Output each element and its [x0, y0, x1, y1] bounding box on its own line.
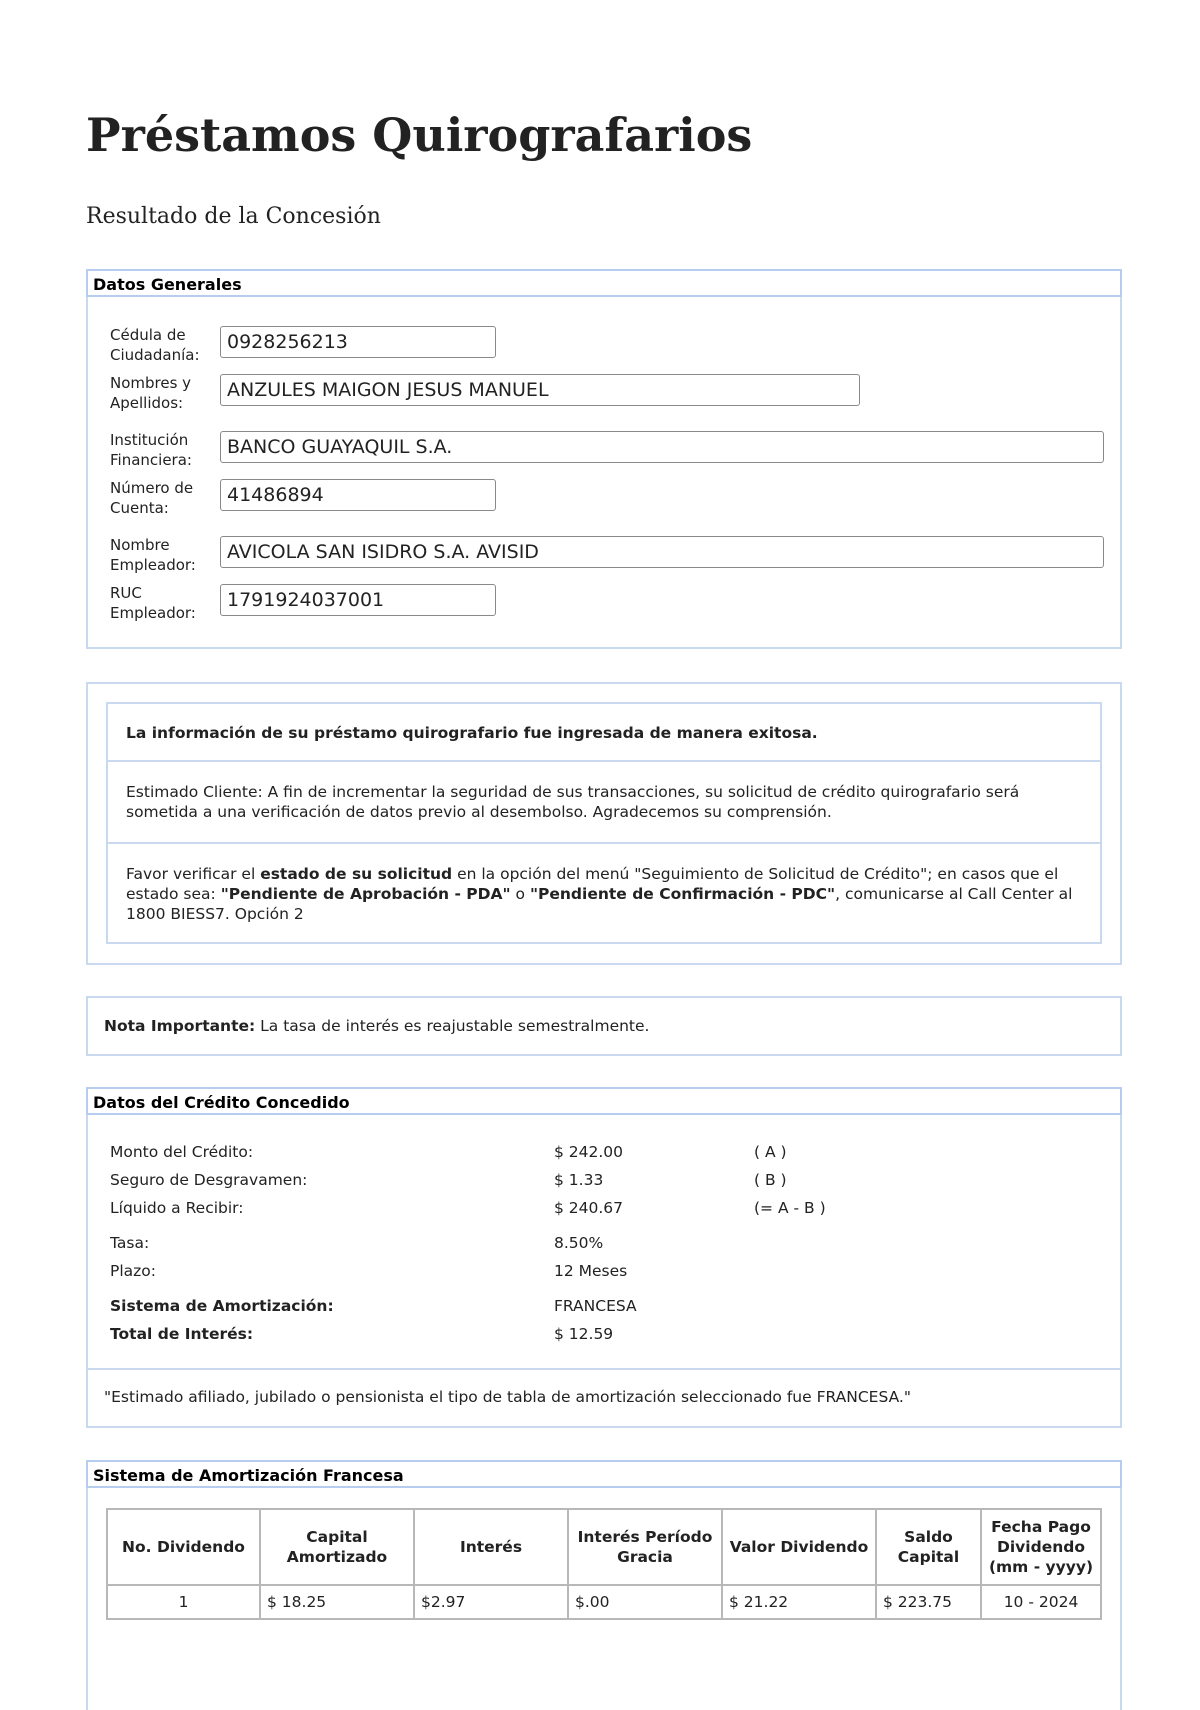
nota-panel	[86, 996, 1122, 1056]
table-cell: 1	[107, 1585, 260, 1619]
tasa-label: Tasa:	[110, 1234, 150, 1252]
table-cell: $.00	[568, 1585, 722, 1619]
cuenta-field[interactable]: 41486894	[220, 479, 496, 511]
ruc-field[interactable]: 1791924037001	[220, 584, 496, 616]
table-header-row	[107, 1509, 1101, 1585]
seguro-label: Seguro de Desgravamen:	[110, 1171, 308, 1189]
liquido-value: $ 240.67	[554, 1199, 624, 1217]
interes-label: Total de Interés:	[110, 1325, 254, 1343]
table-row	[107, 1585, 1101, 1619]
sistema-label: Sistema de Amortización:	[110, 1297, 334, 1315]
liquido-label: Líquido a Recibir:	[110, 1199, 244, 1217]
amortizacion-header: Sistema de Amortización Francesa	[86, 1460, 1122, 1488]
column-header: Saldo Capital	[876, 1509, 981, 1585]
seguimiento-bold-3: "Pendiente de Confirmación - PDC"	[529, 885, 836, 903]
page-title: Préstamos Quirografarios	[86, 108, 753, 162]
seguimiento-text-2: en la opción del menú "Seguimiento de Solicitud de Crédito"; en casos que el estado sea:	[126, 865, 1059, 903]
amortizacion-table	[106, 1508, 1102, 1620]
sistema-value: FRANCESA	[554, 1297, 637, 1315]
plazo-label: Plazo:	[110, 1262, 156, 1280]
column-header: Interés	[414, 1509, 568, 1585]
mensaje-seguimiento	[108, 844, 1100, 942]
mensaje-panel	[86, 682, 1122, 965]
institucion-label: Institución Financiera:	[110, 431, 192, 469]
column-header: No. Dividendo	[107, 1509, 260, 1585]
afiliado-note: "Estimado afiliado, jubilado o pensionista el tipo de tabla de amortización seleccionado fue FRANCESA."	[104, 1388, 911, 1406]
seguimiento-bold-1: estado de su solicitud	[260, 865, 453, 883]
nombres-field[interactable]: ANZULES MAIGON JESUS MANUEL	[220, 374, 860, 406]
column-header: Capital Amortizado	[260, 1509, 414, 1585]
table-cell: 10 - 2024	[981, 1585, 1101, 1619]
table-cell: $ 21.22	[722, 1585, 876, 1619]
credito-panel	[86, 1087, 1122, 1428]
liquido-note: (= A - B )	[754, 1199, 826, 1217]
table-cell: $2.97	[414, 1585, 568, 1619]
tasa-value: 8.50%	[554, 1234, 604, 1252]
datos-generales-panel	[86, 269, 1122, 649]
nota-text	[104, 1017, 649, 1035]
column-header: Fecha Pago Dividendo (mm - yyyy)	[981, 1509, 1101, 1585]
seguimiento-text-3: o	[510, 885, 530, 903]
empleador-label: Nombre Empleador:	[110, 536, 196, 574]
seguro-note: ( B )	[754, 1171, 787, 1189]
credito-divider	[88, 1368, 1120, 1370]
mensaje-verificacion: Estimado Cliente: A fin de incrementar la seguridad de sus transacciones, su solicitud de crédito quirografario será sometida a una verificación de datos previo al desembolso. Agradecemos su comprensión.	[108, 762, 1100, 844]
institucion-field[interactable]: BANCO GUAYAQUIL S.A.	[220, 431, 1104, 463]
seguimiento-text-4: , comunicarse al Call Center al 1800 BIESS7. Opción 2	[126, 885, 1073, 923]
nombres-label: Nombres y Apellidos:	[110, 374, 192, 412]
table-cell: $ 18.25	[260, 1585, 414, 1619]
cedula-field[interactable]: 0928256213	[220, 326, 496, 358]
seguro-value: $ 1.33	[554, 1171, 604, 1189]
column-header: Valor Dividendo	[722, 1509, 876, 1585]
credito-header: Datos del Crédito Concedido	[86, 1087, 1122, 1115]
plazo-value: 12 Meses	[554, 1262, 628, 1280]
cuenta-label: Número de Cuenta:	[110, 479, 194, 517]
table-cell: $ 223.75	[876, 1585, 981, 1619]
ruc-label: RUC Empleador:	[110, 584, 196, 622]
datos-generales-header: Datos Generales	[86, 269, 1122, 297]
column-header: Interés Período Gracia	[568, 1509, 722, 1585]
mensaje-exito: La información de su préstamo quirografario fue ingresada de manera exitosa.	[108, 704, 1100, 762]
seguimiento-text-1: Favor verificar el	[126, 865, 261, 883]
monto-note: ( A )	[754, 1143, 787, 1161]
page-subtitle: Resultado de la Concesión	[86, 204, 381, 229]
nota-body: La tasa de interés es reajustable semestralmente.	[255, 1017, 650, 1035]
seguimiento-bold-2: "Pendiente de Aprobación - PDA"	[220, 885, 511, 903]
mensaje-box	[106, 702, 1102, 944]
nota-label: Nota Importante:	[104, 1017, 256, 1035]
interes-value: $ 12.59	[554, 1325, 614, 1343]
monto-label: Monto del Crédito:	[110, 1143, 254, 1161]
empleador-field[interactable]: AVICOLA SAN ISIDRO S.A. AVISID	[220, 536, 1104, 568]
monto-value: $ 242.00	[554, 1143, 624, 1161]
cedula-label: Cédula de Ciudadanía:	[110, 326, 200, 364]
amortizacion-panel	[86, 1460, 1122, 1710]
